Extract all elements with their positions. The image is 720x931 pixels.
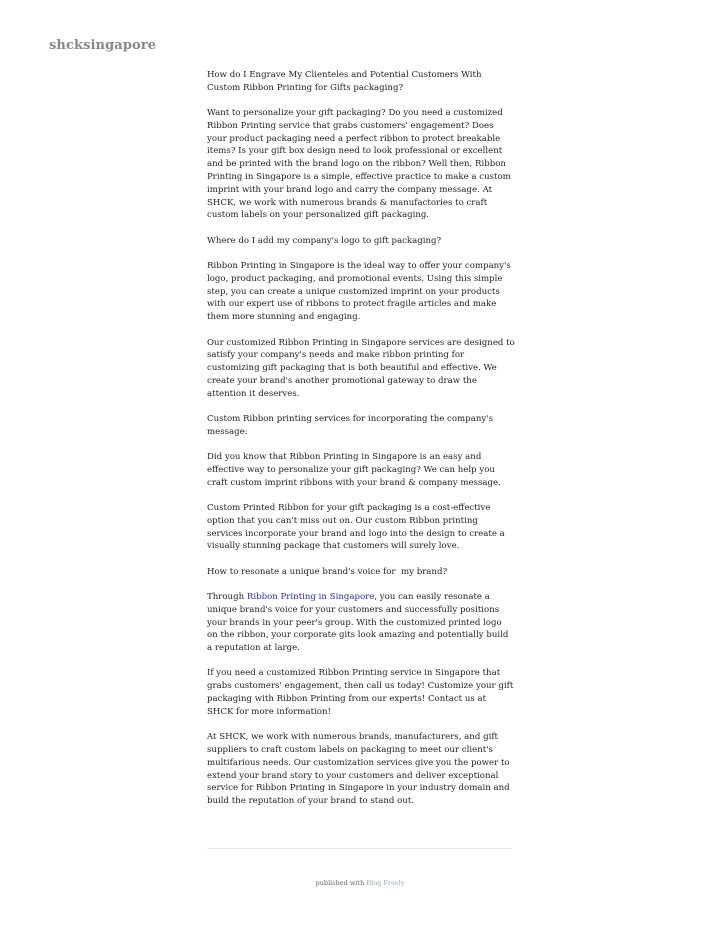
article-question-heading: Where do I add my company's logo to gift packaging?: [207, 235, 442, 246]
blog-freely-link[interactable]: Blog Freely: [366, 879, 405, 887]
article-paragraph: If you need a customized Ribbon Printing service in Singapore that grabs customers' engagement, then call us today! Customize your gift packaging with Ribbon Printing from our experts! Contact us at SHCK for more information!: [207, 668, 517, 717]
paragraph-text: , you can easily resonate a unique brand's voice for your customers and successfully positions your brands in your peer's group. With the customized printed logo on the ribbon, your corporate gits look amazing and potentially build a reputation at large.: [207, 592, 512, 654]
footer-prefix: published with: [315, 879, 367, 887]
article-paragraph: Want to personalize your gift packaging? Do you need a customized Ribbon Printing service that grabs customers' engagement? Does your product packaging need a perfect ribbon to protect breakable items? Is your gift box design need to look professional or excellent and be printed with the brand logo on the ribbon? Well then, Ribbon Printing in Singapore is a simple, effective practice to make a custom imprint with your brand logo and carry the company message. At SHCK, we work with numerous brands & manufactories to craft custom labels on your personalized gift packaging.: [207, 108, 514, 221]
article-paragraph: Our customized Ribbon Printing in Singapore services are designed to satisfy your company's needs and make ribbon printing for customizing gift packaging that is both beautiful and effective. We create your brand's another promotional gateway to draw the attention it deserves.: [207, 337, 518, 399]
article-paragraph-with-link: [207, 591, 515, 655]
paragraph-text: Through: [207, 592, 247, 602]
ribbon-printing-link[interactable]: Ribbon Printing in Singapore: [246, 592, 375, 602]
article-body: [207, 69, 518, 820]
footer-divider: [207, 848, 512, 849]
article-question-heading: How do I Engrave My Clienteles and Potential Customers With Custom Ribbon Printing for Gifts packaging?: [207, 70, 485, 93]
article-section-heading: Custom Ribbon printing services for incorporating the company's message:: [207, 414, 496, 437]
article-paragraph: Ribbon Printing in Singapore is the ideal way to offer your company's logo, product packaging, and promotional events. Using this simple step, you can create a unique customized imprint on your products with our expert use of ribbons to protect fragile articles and make them more stunning and engaging.: [207, 261, 514, 323]
article-question-heading: How to resonate a unique brand's voice for my brand?: [207, 566, 448, 577]
article-paragraph: Custom Printed Ribbon for your gift packaging is a cost-effective option that you can't miss out on. Our custom Ribbon printing services incorporate your brand and logo into the design to create a visually stunning package that customers will surely love.: [207, 503, 508, 552]
footer: [0, 879, 720, 887]
article-paragraph: Did you know that Ribbon Printing in Singapore is an easy and effective way to personalize your gift packaging? We can help you craft custom imprint ribbons with your brand & company message.: [207, 452, 501, 488]
article-paragraph: At SHCK, we work with numerous brands, manufacturers, and gift suppliers to craft custom labels on packaging to meet our client's multifarious needs. Our customization services give you the power to extend your brand story to your customers and deliver exceptional service for Ribbon Printing in Singapore in your industry domain and build the reputation of your brand to stand out.: [207, 732, 513, 807]
site-title-link[interactable]: shcksingapore: [49, 38, 157, 53]
